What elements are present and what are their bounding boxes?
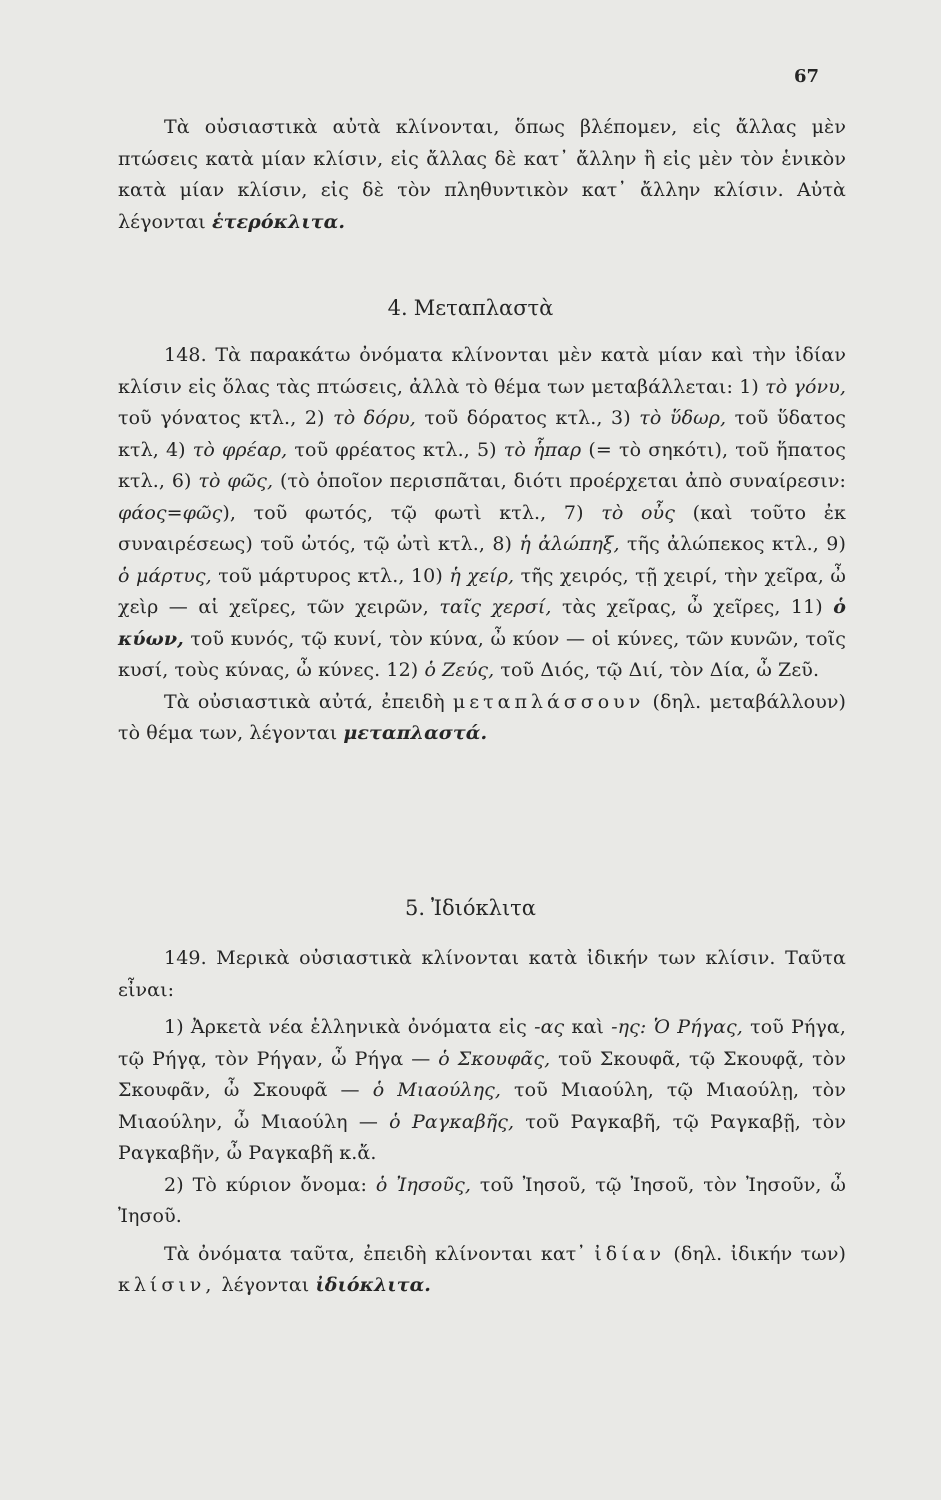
- p148-example: τὸ ὕδωρ,: [639, 407, 727, 429]
- p148-example: ὁ μάρτυς,: [118, 564, 212, 587]
- p148-seg: (τὸ ὁποῖον περισπᾶται, διότι προέρχεται ἀπὸ συναίρεσιν:: [273, 470, 846, 492]
- section-4-number: 4.: [387, 296, 408, 320]
- p148-seg: 148. Τὰ παρακάτω ὀνόματα κλίνονται μὲν κατὰ μίαν καὶ τὴν ἰδίαν κλίσιν εἰς ὅλας τὰς πτώσεις, ἀλλὰ τὸ θέμα των μεταβάλλεται: 1): [118, 344, 846, 398]
- spaced-word: μεταπλάσσουν: [452, 690, 645, 713]
- p148-example: τὸ ἧπαρ: [503, 438, 582, 461]
- closing-text: (δηλ. ἰδικήν των): [673, 1242, 847, 1265]
- item-2: [118, 1170, 846, 1233]
- p148-example: ταῖς χερσί,: [439, 596, 552, 618]
- section-5-title: Ἰδιόκλιτα: [431, 896, 536, 920]
- item1-example: ὁ Σκουφᾶς,: [438, 1047, 551, 1070]
- p148-example: τὸ φρέαρ,: [192, 438, 288, 461]
- p148-example: τὸ γόνυ,: [765, 375, 846, 398]
- item2-seg: 2) Τὸ κύριον ὄνομα:: [164, 1173, 376, 1196]
- p148-seg: τῆς χειρός, τῇ χειρί, τὴν χεῖρα, ὦ χεὶρ — αἱ χεῖρες, τῶν χειρῶν,: [118, 564, 846, 618]
- intro-block: [118, 112, 846, 238]
- section-4-heading: [0, 296, 941, 320]
- paragraph-148: [118, 340, 846, 687]
- item1-seg: τοῦ Σκουφᾶ, τῷ Σκουφᾷ, τὸν Σκουφᾶν, ὦ Σκουφᾶ —: [118, 1047, 846, 1101]
- spaced-word: ἰδίαν: [594, 1242, 666, 1265]
- closing-text: λέγονται: [221, 1274, 310, 1296]
- p148-seg: τοῦ δόρατος κτλ., 3): [415, 407, 640, 429]
- closing-text: Τὰ οὐσιαστικὰ αὐτά, ἐπειδὴ: [164, 690, 445, 713]
- item1-example: ὁ Ραγκαβῆς,: [389, 1110, 515, 1133]
- item2-example: ὁ Ἰησοῦς,: [375, 1173, 471, 1196]
- term-metaplasta: μεταπλαστά.: [343, 722, 488, 744]
- p148-example: τὸ δόρυ,: [333, 407, 416, 429]
- paragraph-149: 149. Μερικὰ οὐσιαστικὰ κλίνονται κατὰ ἰδικήν των κλίσιν. Ταῦτα εἶναι:: [118, 947, 846, 1001]
- page-number: 67: [793, 66, 819, 87]
- item-1: [118, 1012, 846, 1170]
- p148-example: ὁ Ζεύς,: [424, 659, 495, 681]
- p148-example-bold: ὁ κύων,: [118, 596, 846, 650]
- p148-seg: τοῦ φρέατος κτλ., 5): [287, 438, 504, 461]
- item1-example: -ας: [534, 1016, 565, 1038]
- p148-example: ἡ χείρ,: [449, 564, 515, 587]
- spaced-word: κλίσιν,: [118, 1274, 216, 1296]
- item1-example: -ης: Ὁ Ρήγας,: [611, 1016, 743, 1038]
- p148-example: τὸ οὖς: [601, 501, 675, 524]
- p148-seg: τὰς χεῖρας, ὦ χεῖρες, 11): [551, 596, 834, 618]
- p148-seg: τοῦ Διός, τῷ Διί, τὸν Δία, ὦ Ζεῦ.: [494, 659, 820, 681]
- closing-text: Τὰ ὀνόματα ταῦτα, ἐπειδὴ κλίνονται κατ᾽: [164, 1242, 586, 1265]
- p148-seg: ), τοῦ φωτός, τῷ φωτὶ κτλ., 7): [222, 501, 602, 524]
- section-5-heading: [0, 896, 941, 920]
- item1-seg: τοῦ Ραγκαβῆ, τῷ Ραγκαβῇ, τὸν Ραγκαβῆν, ὦ Ραγκαβῆ κ.ἄ.: [118, 1110, 846, 1164]
- p148-seg: τοῦ ὕδατος κτλ, 4): [118, 407, 846, 461]
- p148-seg: (καὶ τοῦτο ἐκ συναιρέσεως) τοῦ ὠτός, τῷ ὠτὶ κτλ., 8): [118, 501, 846, 555]
- section-5-closing: [118, 1239, 846, 1302]
- item1-example: ὁ Μιαούλης,: [372, 1079, 502, 1101]
- item1-seg: καὶ: [564, 1016, 612, 1038]
- p148-seg: τοῦ γόνατος κτλ., 2): [118, 407, 334, 429]
- p148-seg: (= τὸ σηκότι), τοῦ ἥπατος κτλ., 6): [118, 438, 846, 492]
- term-heteroclita: ἑτερόκλιτα.: [211, 210, 346, 233]
- p148-example: φάος=φῶς: [118, 501, 223, 524]
- closing-text: (δηλ. μεταβάλλουν) τὸ θέμα των, λέγονται: [118, 690, 847, 744]
- p148-seg: τοῦ μάρτυρος κτλ., 10): [211, 564, 450, 587]
- intro-paragraph: [118, 112, 846, 238]
- p148-seg: τοῦ κυνός, τῷ κυνί, τὸν κύνα, ὦ κύον — οἱ κύνες, τῶν κυνῶν, τοῖς κυσί, τοὺς κύνας, ὦ κύνες. 12): [118, 627, 846, 681]
- term-idioklita: ἰδιόκλιτα.: [315, 1274, 432, 1296]
- p148-example: τὸ φῶς,: [198, 470, 274, 492]
- section-4-body: [118, 340, 846, 750]
- section-4-title: Μεταπλαστὰ: [413, 296, 554, 320]
- section-5-body: [118, 943, 846, 1302]
- section-5-number: 5.: [405, 896, 426, 920]
- item1-seg: τοῦ Ρήγα, τῷ Ρήγᾳ, τὸν Ρήγαν, ὦ Ρήγα —: [118, 1016, 846, 1070]
- p148-example: ἡ ἀλώπηξ,: [519, 533, 620, 555]
- p148-seg: τῆς ἀλώπεκος κτλ., 9): [619, 533, 846, 555]
- item1-seg: 1) Ἀρκετὰ νέα ἑλληνικὰ ὀνόματα εἰς: [164, 1016, 535, 1038]
- intro-text: Τὰ οὐσιαστικὰ αὐτὰ κλίνονται, ὅπως βλέπομεν, εἰς ἄλλας μὲν πτώσεις κατὰ μίαν κλίσιν, εἰς ἄλλας δὲ κατ᾽ ἄλλην ἢ εἰς μὲν τὸν ἑνικὸν κατὰ μίαν κλίσιν, εἰς δὲ τὸν πληθυντικὸν κατ᾽ ἄλλην κλίσιν. Αὐτὰ λέγονται: [118, 116, 846, 233]
- item1-seg: τοῦ Μιαούλη, τῷ Μιαούλῃ, τὸν Μιαούλην, ὦ Μιαούλη —: [118, 1079, 846, 1133]
- section-4-closing: [118, 687, 846, 750]
- item2-seg: τοῦ Ἰησοῦ, τῷ Ἰησοῦ, τὸν Ἰησοῦν, ὦ Ἰησοῦ.: [118, 1173, 846, 1227]
